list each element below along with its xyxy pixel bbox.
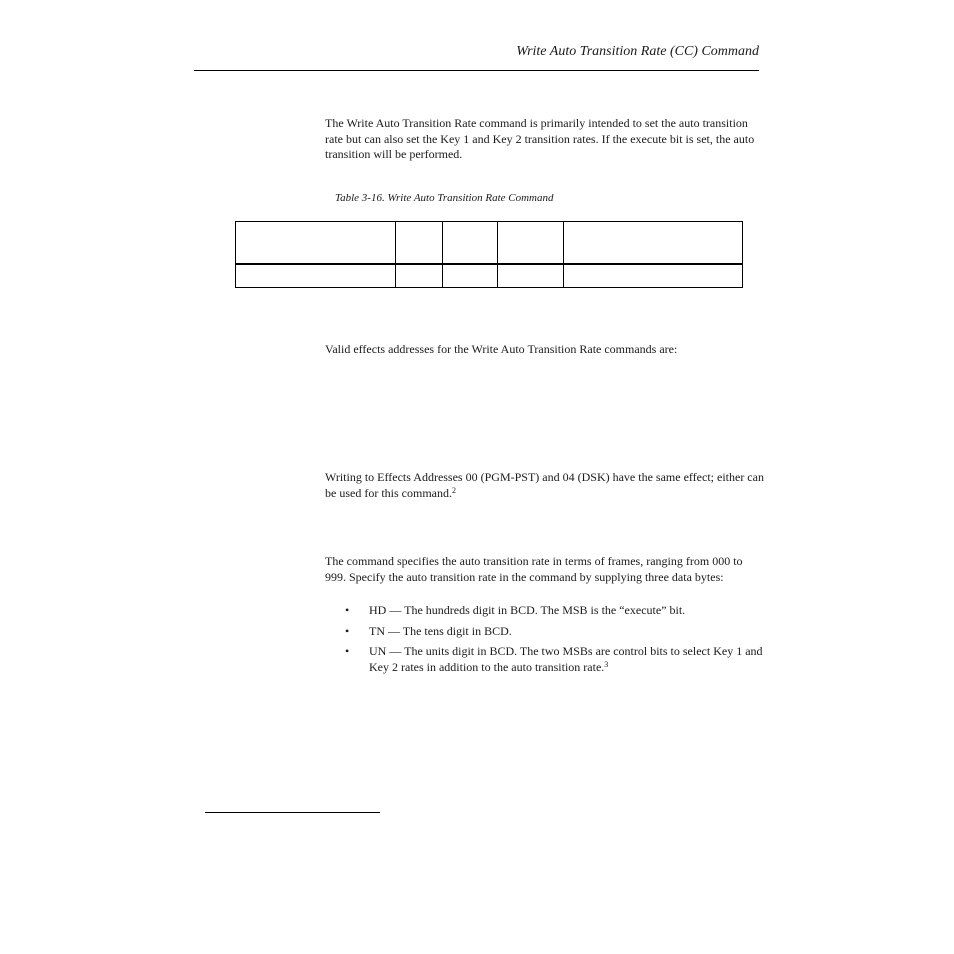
table-column-divider bbox=[395, 221, 396, 288]
table-header-rule bbox=[235, 263, 743, 265]
list-item bbox=[345, 624, 765, 640]
table-caption: Table 3-16. Write Auto Transition Rate Command bbox=[335, 192, 554, 204]
list-item-text: UN — The units digit in BCD. The two MSBs are control bits to select Key 1 and Key 2 rates in addition to the auto transition rate. bbox=[369, 644, 763, 674]
note-paragraph bbox=[325, 470, 765, 501]
bullet-icon: • bbox=[345, 644, 350, 658]
footnote-reference: 2 bbox=[451, 485, 456, 495]
list-item bbox=[345, 644, 765, 675]
list-item-text: HD — The hundreds digit in BCD. The MSB is the “execute” bit. bbox=[369, 603, 686, 617]
list-item-text: TN — The tens digit in BCD. bbox=[369, 623, 512, 638]
intro-paragraph: The Write Auto Transition Rate command is primarily intended to set the auto transition rate but can also set the Key 1 and Key 2 transition rates. If the execute bit is set, the auto transition will be performed. bbox=[325, 116, 755, 161]
command-table bbox=[235, 221, 743, 288]
table-column-divider bbox=[442, 221, 443, 288]
bullet-icon: • bbox=[345, 623, 350, 638]
footnote-rule bbox=[205, 812, 380, 813]
running-header: Write Auto Transition Rate (CC) Command bbox=[516, 44, 759, 59]
footnote-reference: 3 bbox=[604, 659, 609, 669]
table-column-divider bbox=[497, 221, 498, 288]
bullet-icon: • bbox=[345, 603, 350, 617]
header-rule bbox=[194, 70, 759, 71]
table-border bbox=[235, 221, 743, 288]
rate-paragraph: The command specifies the auto transition rate in terms of frames, ranging from 000 to 999. Specify the auto transition rate in the command by supplying three data bytes: bbox=[325, 554, 743, 584]
list-item bbox=[345, 603, 765, 619]
data-bytes-list bbox=[345, 603, 765, 680]
note-text: Writing to Effects Addresses 00 (PGM-PST) and 04 (DSK) have the same effect; either can be used for this command. bbox=[325, 470, 764, 500]
addresses-paragraph: Valid effects addresses for the Write Auto Transition Rate commands are: bbox=[325, 342, 678, 356]
table-column-divider bbox=[563, 221, 564, 288]
